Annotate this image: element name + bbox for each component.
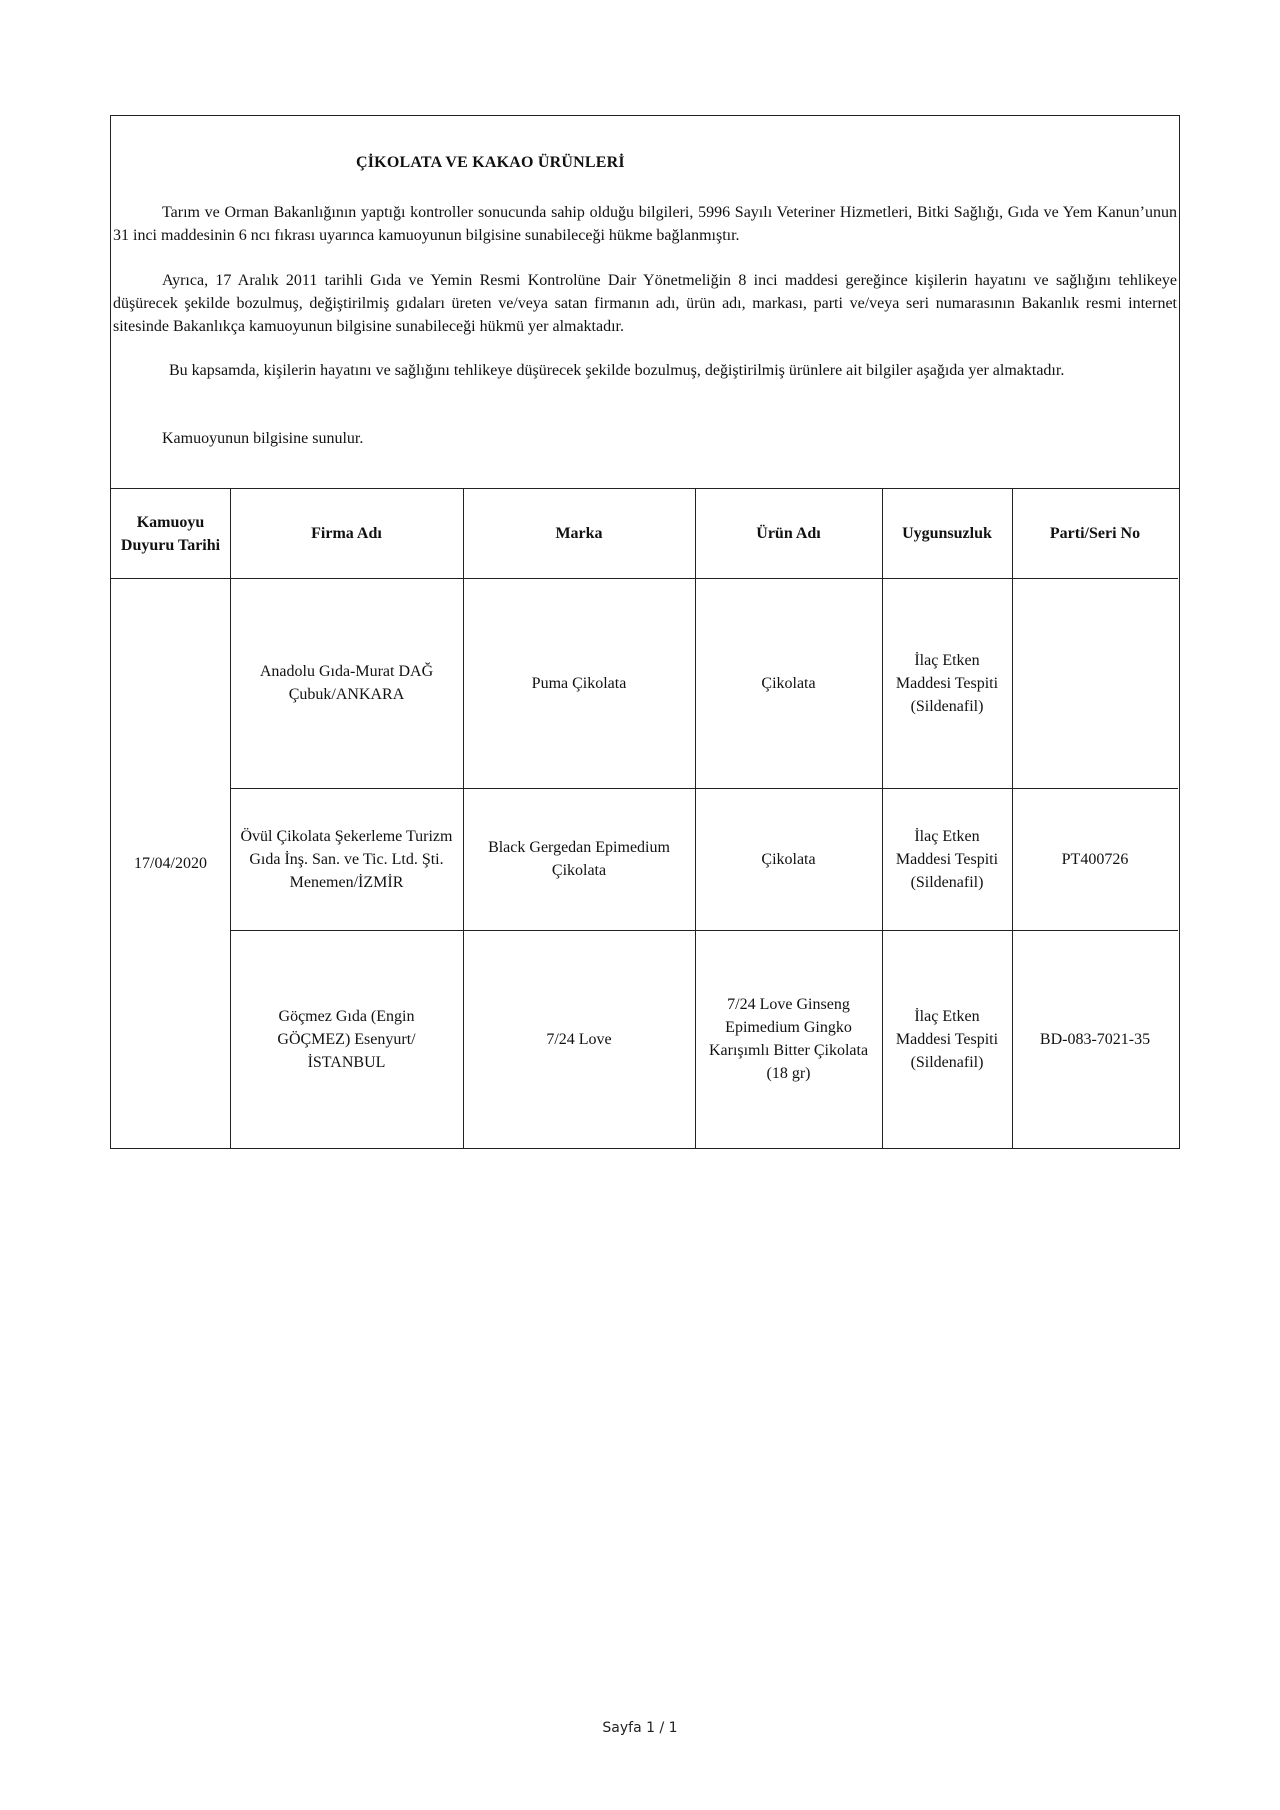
header-lot: Parti/Seri No	[1049, 525, 1141, 542]
row-1-issue: İlaç Etken Maddesi Tespiti (Sildenafil)	[895, 651, 999, 715]
row-3-firm: Göçmez Gıda (Engin GÖÇMEZ) Esenyurt/İSTANBUL	[277, 1007, 416, 1071]
header-date: Kamuoyu Duyuru Tarihi	[120, 513, 221, 554]
row-2-product: Çikolata	[761, 850, 816, 868]
page-number: Sayfa 1 / 1	[602, 1720, 678, 1736]
paragraph-4-text: Kamuoyunun bilgisine sunulur.	[162, 430, 364, 447]
paragraph-3	[113, 359, 1177, 382]
row-1-product: Çikolata	[761, 674, 816, 692]
paragraph-2	[113, 269, 1177, 338]
row-3-brand: 7/24 Love	[546, 1030, 612, 1048]
document-title: ÇİKOLATA VE KAKAO ÜRÜNLERİ	[356, 154, 625, 171]
paragraph-1	[113, 201, 1177, 247]
row-3-product: 7/24 Love Ginseng Epimedium Gingko Karışımlı Bitter Çikolata (18 gr)	[708, 996, 869, 1082]
header-brand: Marka	[555, 525, 603, 542]
row-2-lot: PT400726	[1061, 850, 1129, 868]
header-product: Ürün Adı	[756, 525, 821, 542]
paragraph-3-text: Bu kapsamda, kişilerin hayatını ve sağlığını tehlikeye düşürecek şekilde bozulmuş, değiştirilmiş ürünlere ait bilgiler aşağıda yer almaktadır.	[169, 362, 1065, 379]
row-1-brand: Puma Çikolata	[531, 674, 627, 692]
paragraph-2-text: Ayrıca, 17 Aralık 2011 tarihli Gıda ve Yemin Resmi Kontrolüne Dair Yönetmeliğin 8 inci maddesi gereğince kişilerin hayatını ve sağlığını tehlikeye düşürecek şekilde bozulmuş, değiştirilmiş gıdaları üreten ve/veya satan firmanın adı, ürün adı, markası, parti ve/veya seri numarasının Bakanlık resmi internet sitesinde Bakanlıkça kamuoyunun bilgisine sunabileceği hükmü yer almaktadır.	[113, 272, 1177, 335]
paragraph-4	[113, 427, 1177, 450]
row-2-brand: Black Gergedan Epimedium Çikolata	[488, 839, 670, 879]
header-issue: Uygunsuzluk	[902, 525, 992, 542]
row-2-firm: Övül Çikolata Şekerleme Turizm Gıda İnş. San. ve Tic. Ltd. Şti. Menemen/İZMİR	[240, 827, 453, 891]
intro-section	[111, 116, 1179, 489]
row-1-firm: Anadolu Gıda-Murat DAĞ Çubuk/ANKARA	[259, 663, 434, 703]
row-3-issue: İlaç Etken Maddesi Tespiti (Sildenafil)	[895, 1007, 999, 1071]
row-3-lot: BD-083-7021-35	[1039, 1030, 1151, 1048]
date-cell: 17/04/2020	[134, 854, 207, 872]
row-1-lot	[1012, 578, 1178, 788]
paragraph-1-text: Tarım ve Orman Bakanlığının yaptığı kontroller sonucunda sahip olduğu bilgileri, 5996 Sayılı Veteriner Hizmetleri, Bitki Sağlığı, Gıda ve Yem Kanun’unun 31 inci maddesinin 6 ncı fıkrası uyarınca kamuoyunun bilgisine sunabileceği hükme bağlanmıştır.	[113, 204, 1177, 244]
row-2-issue: İlaç Etken Maddesi Tespiti (Sildenafil)	[895, 827, 999, 891]
document-frame	[110, 115, 1180, 1149]
header-firm: Firma Adı	[311, 525, 382, 542]
